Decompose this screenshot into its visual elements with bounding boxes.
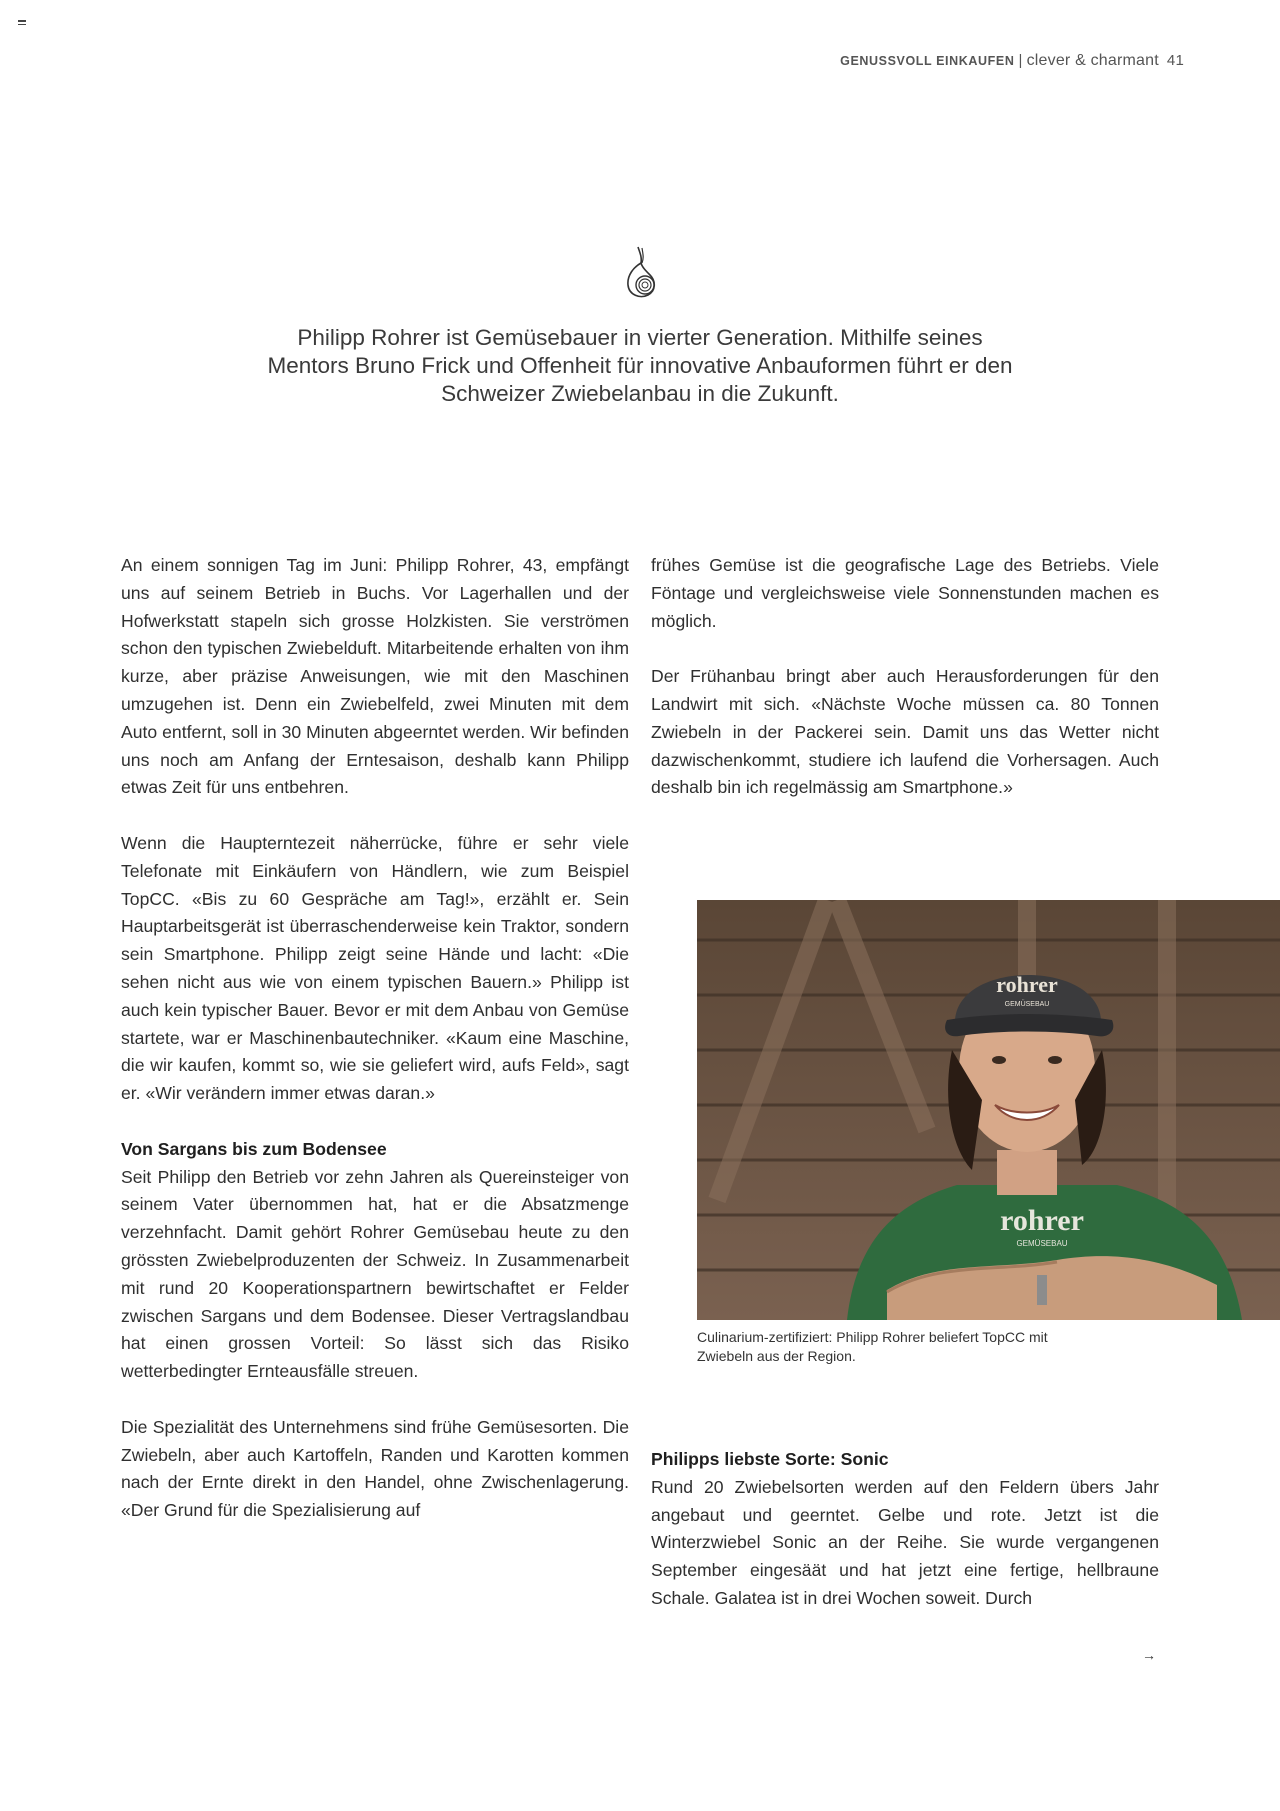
next-page-arrow-icon[interactable]: →	[1142, 1647, 1156, 1663]
body-paragraph: An einem sonnigen Tag im Juni: Philipp Rohrer, 43, empfängt uns auf seinem Betrieb in Buchs. Vor Lagerhallen und der Hofwerkstatt stapeln sich grosse Holzkisten. Sie verströmen schon den typischen Zwiebelduft. Mitarbeitende erhalten von ihm kurze, aber präzise Anweisungen, wie mit den Maschinen umzugehen ist. Denn ein Zwiebelfeld, zwei Minuten mit dem Auto entfernt, soll in 30 Minuten abgeerntet werden. Wir befinden uns noch am Anfang der Erntesaison, deshalb kann Philipp etwas Zeit für uns entbehren.	[121, 555, 629, 798]
onion-icon	[620, 245, 660, 301]
lead-text: Philipp Rohrer ist Gemüsebauer in vierter Generation. Mithilfe seines Mentors Bruno Frick und Offenheit für innovative Anbauformen führt er den Schweizer Zwiebelanbau in die Zukunft.	[267, 325, 1013, 406]
body-paragraph: Seit Philipp den Betrieb vor zehn Jahren als Quereinsteiger von seinem Vater übernommen hat, hat er die Absatzmenge verzehnfacht. Damit gehört Rohrer Gemüsebau heute zu den grössten Zwiebelproduzenten der Schweiz. In Zusammenarbeit mit rund 20 Kooperationspartnern bewirtschaftet er Felder zwischen Sargans und dem Bodensee. Dieser Vertragslandbau hat einen grossen Vorteil: So lässt sich das Risiko wetterbedingter Ernteausfälle streuen.	[121, 1166, 629, 1382]
article-column-left	[121, 552, 629, 1553]
page-number: 41	[1166, 52, 1184, 69]
section-heading: Von Sargans bis zum Bodensee	[121, 1138, 387, 1159]
shirt-logo-sub: GEMÜSEBAU	[1016, 1239, 1068, 1248]
body-paragraph: Wenn die Haupterntezeit näherrücke, führe er sehr viele Telefonate mit Einkäufern von Händlern, wie zum Beispiel TopCC. «Bis zu 60 Gespräche am Tag!», erzählt er. Sein Hauptarbeitsgerät ist überraschenderweise kein Traktor, sondern sein Smartphone. Philipp zeigt seine Hände und lacht: «Die sehen nicht aus wie von einem typischen Bauern.» Philipp ist auch kein typischer Bauer. Bevor er mit dem Anbau von Gemüse startete, war er Maschinenbautechniker. «Kaum eine Maschine, die wir kaufen, kommt so, wie sie geliefert wird, aufs Feld», sagt er. «Wir verändern immer etwas daran.»	[121, 832, 629, 1104]
farmer-portrait-photo	[697, 900, 1280, 1320]
menu-icon-line	[18, 24, 26, 26]
header-section: GENUSSVOLL EINKAUFEN	[840, 54, 1015, 68]
body-paragraph: Rund 20 Zwiebelsorten werden auf den Feldern übers Jahr angebaut und geerntet. Gelbe und rote. Jetzt ist die Winterzwiebel Sonic an der Reihe. Sie wurde vergangenen September eingesäät und hat jetzt eine fertige, hellbraune Schale. Galatea ist in drei Wochen soweit. Durch	[651, 1476, 1159, 1608]
header-publication: clever & charmant	[1026, 52, 1159, 69]
menu-icon[interactable]	[18, 20, 26, 27]
cap-logo-sub: GEMÜSEBAU	[1004, 1001, 1050, 1008]
body-paragraph: Die Spezialität des Unternehmens sind frühe Gemüsesorten. Die Zwiebeln, aber auch Kartoffeln, Randen und Karotten kommen nach der Ernte direkt in den Handel, ohne Zwischenlagerung. «Der Grund für die Spezialisierung auf	[121, 1416, 629, 1521]
header-separator: |	[1018, 52, 1023, 69]
article-column-right-lower	[651, 1446, 1159, 1613]
portrait-illustration	[697, 900, 1280, 1320]
photo-caption: Culinarium-zertifiziert: Philipp Rohrer beliefert TopCC mit Zwiebeln aus der Region.	[697, 1329, 1048, 1364]
running-header	[840, 52, 1184, 70]
cap-logo: rohrer	[996, 972, 1058, 997]
body-paragraph: Der Frühanbau bringt aber auch Herausforderungen für den Landwirt mit sich. «Nächste Woche müssen ca. 80 Tonnen Zwiebeln in der Packerei sein. Damit uns das Wetter nicht dazwischenkommt, studiere ich laufend die Vorhersagen. Auch deshalb bin ich regelmässig am Smartphone.»	[651, 666, 1159, 798]
shirt-logo: rohrer	[1000, 1204, 1084, 1237]
body-paragraph: frühes Gemüse ist die geografische Lage des Betriebs. Viele Föntage und vergleichsweise viele Sonnenstunden machen es möglich.	[651, 555, 1159, 631]
section-heading: Philipps liebste Sorte: Sonic	[651, 1449, 889, 1469]
lead-paragraph	[260, 324, 1020, 408]
menu-icon-line	[18, 20, 26, 22]
article-column-right	[651, 552, 1159, 830]
